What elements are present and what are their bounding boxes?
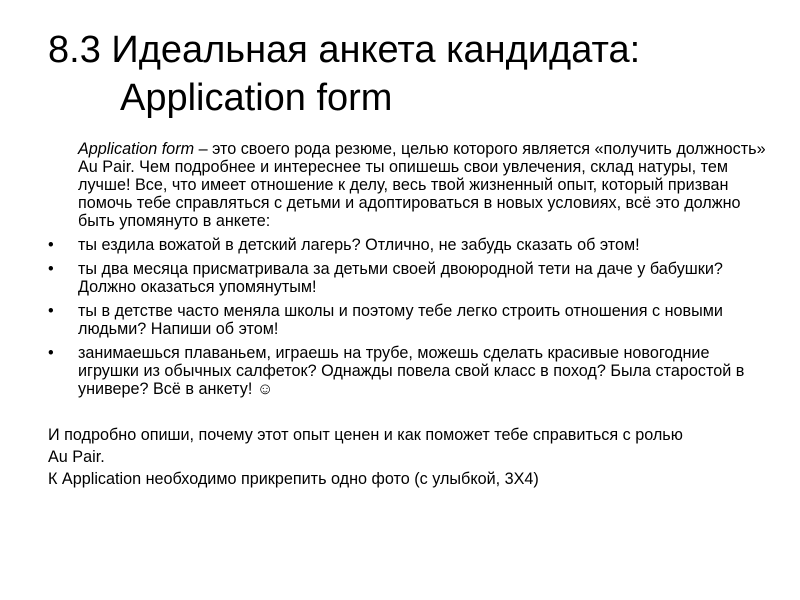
slide-body [48,140,768,490]
title-line-2: Application form [120,77,393,119]
bullet-text: ты в детстве часто меняла школы и поэтому тебе легко строить отношения с новыми людьми? Напиши об этом! [78,302,723,338]
list-item [48,302,768,338]
bullet-icon: • [48,344,54,362]
closing-line-2: Au Pair. [48,448,105,466]
spacer [48,404,768,424]
bullet-icon: • [48,260,54,278]
list-item [48,236,768,254]
bullet-list [48,236,768,398]
bullet-text: ты два месяца присматривала за детьми своей двоюродной тети на даче у бабушки? Должно оказаться упомянутым! [78,260,723,296]
bullet-text: занимаешься плаваньем, играешь на трубе, можешь сделать красивые новогодние игрушки из обычных салфеток? Однажды повела свой класс в поход? Была старостой в универе? Всё в анкету! ☺ [78,344,745,398]
list-item [48,344,768,398]
title-line-1: 8.3 Идеальная анкета кандидата: [48,29,641,71]
list-item [48,260,768,296]
closing-line-3: К Application необходимо прикрепить одно фото (с улыбкой, 3X4) [48,470,539,488]
closing-line-1: И подробно опиши, почему этот опыт ценен и как поможет тебе справиться с ролью [48,426,683,444]
slide-title [48,26,768,122]
intro-paragraph [48,140,768,230]
bullet-icon: • [48,302,54,320]
intro-text: – это своего рода резюме, целью которого является «получить должность» Au Pair. Чем подробнее и интереснее ты опишешь свои увлечения, склад натуры, тем лучше! Все, что имеет отношение к делу, весь твой жизненный опыт, который призван помочь тебе справляться с детьми и адоптироваться в новых условиях, всё это должно быть упомянуто в анкете: [78,140,766,230]
bullet-icon: • [48,236,54,254]
intro-term: Application form [78,140,195,158]
bullet-text: ты ездила вожатой в детский лагерь? Отлично, не забудь сказать об этом! [78,236,640,254]
closing-block [48,424,768,490]
